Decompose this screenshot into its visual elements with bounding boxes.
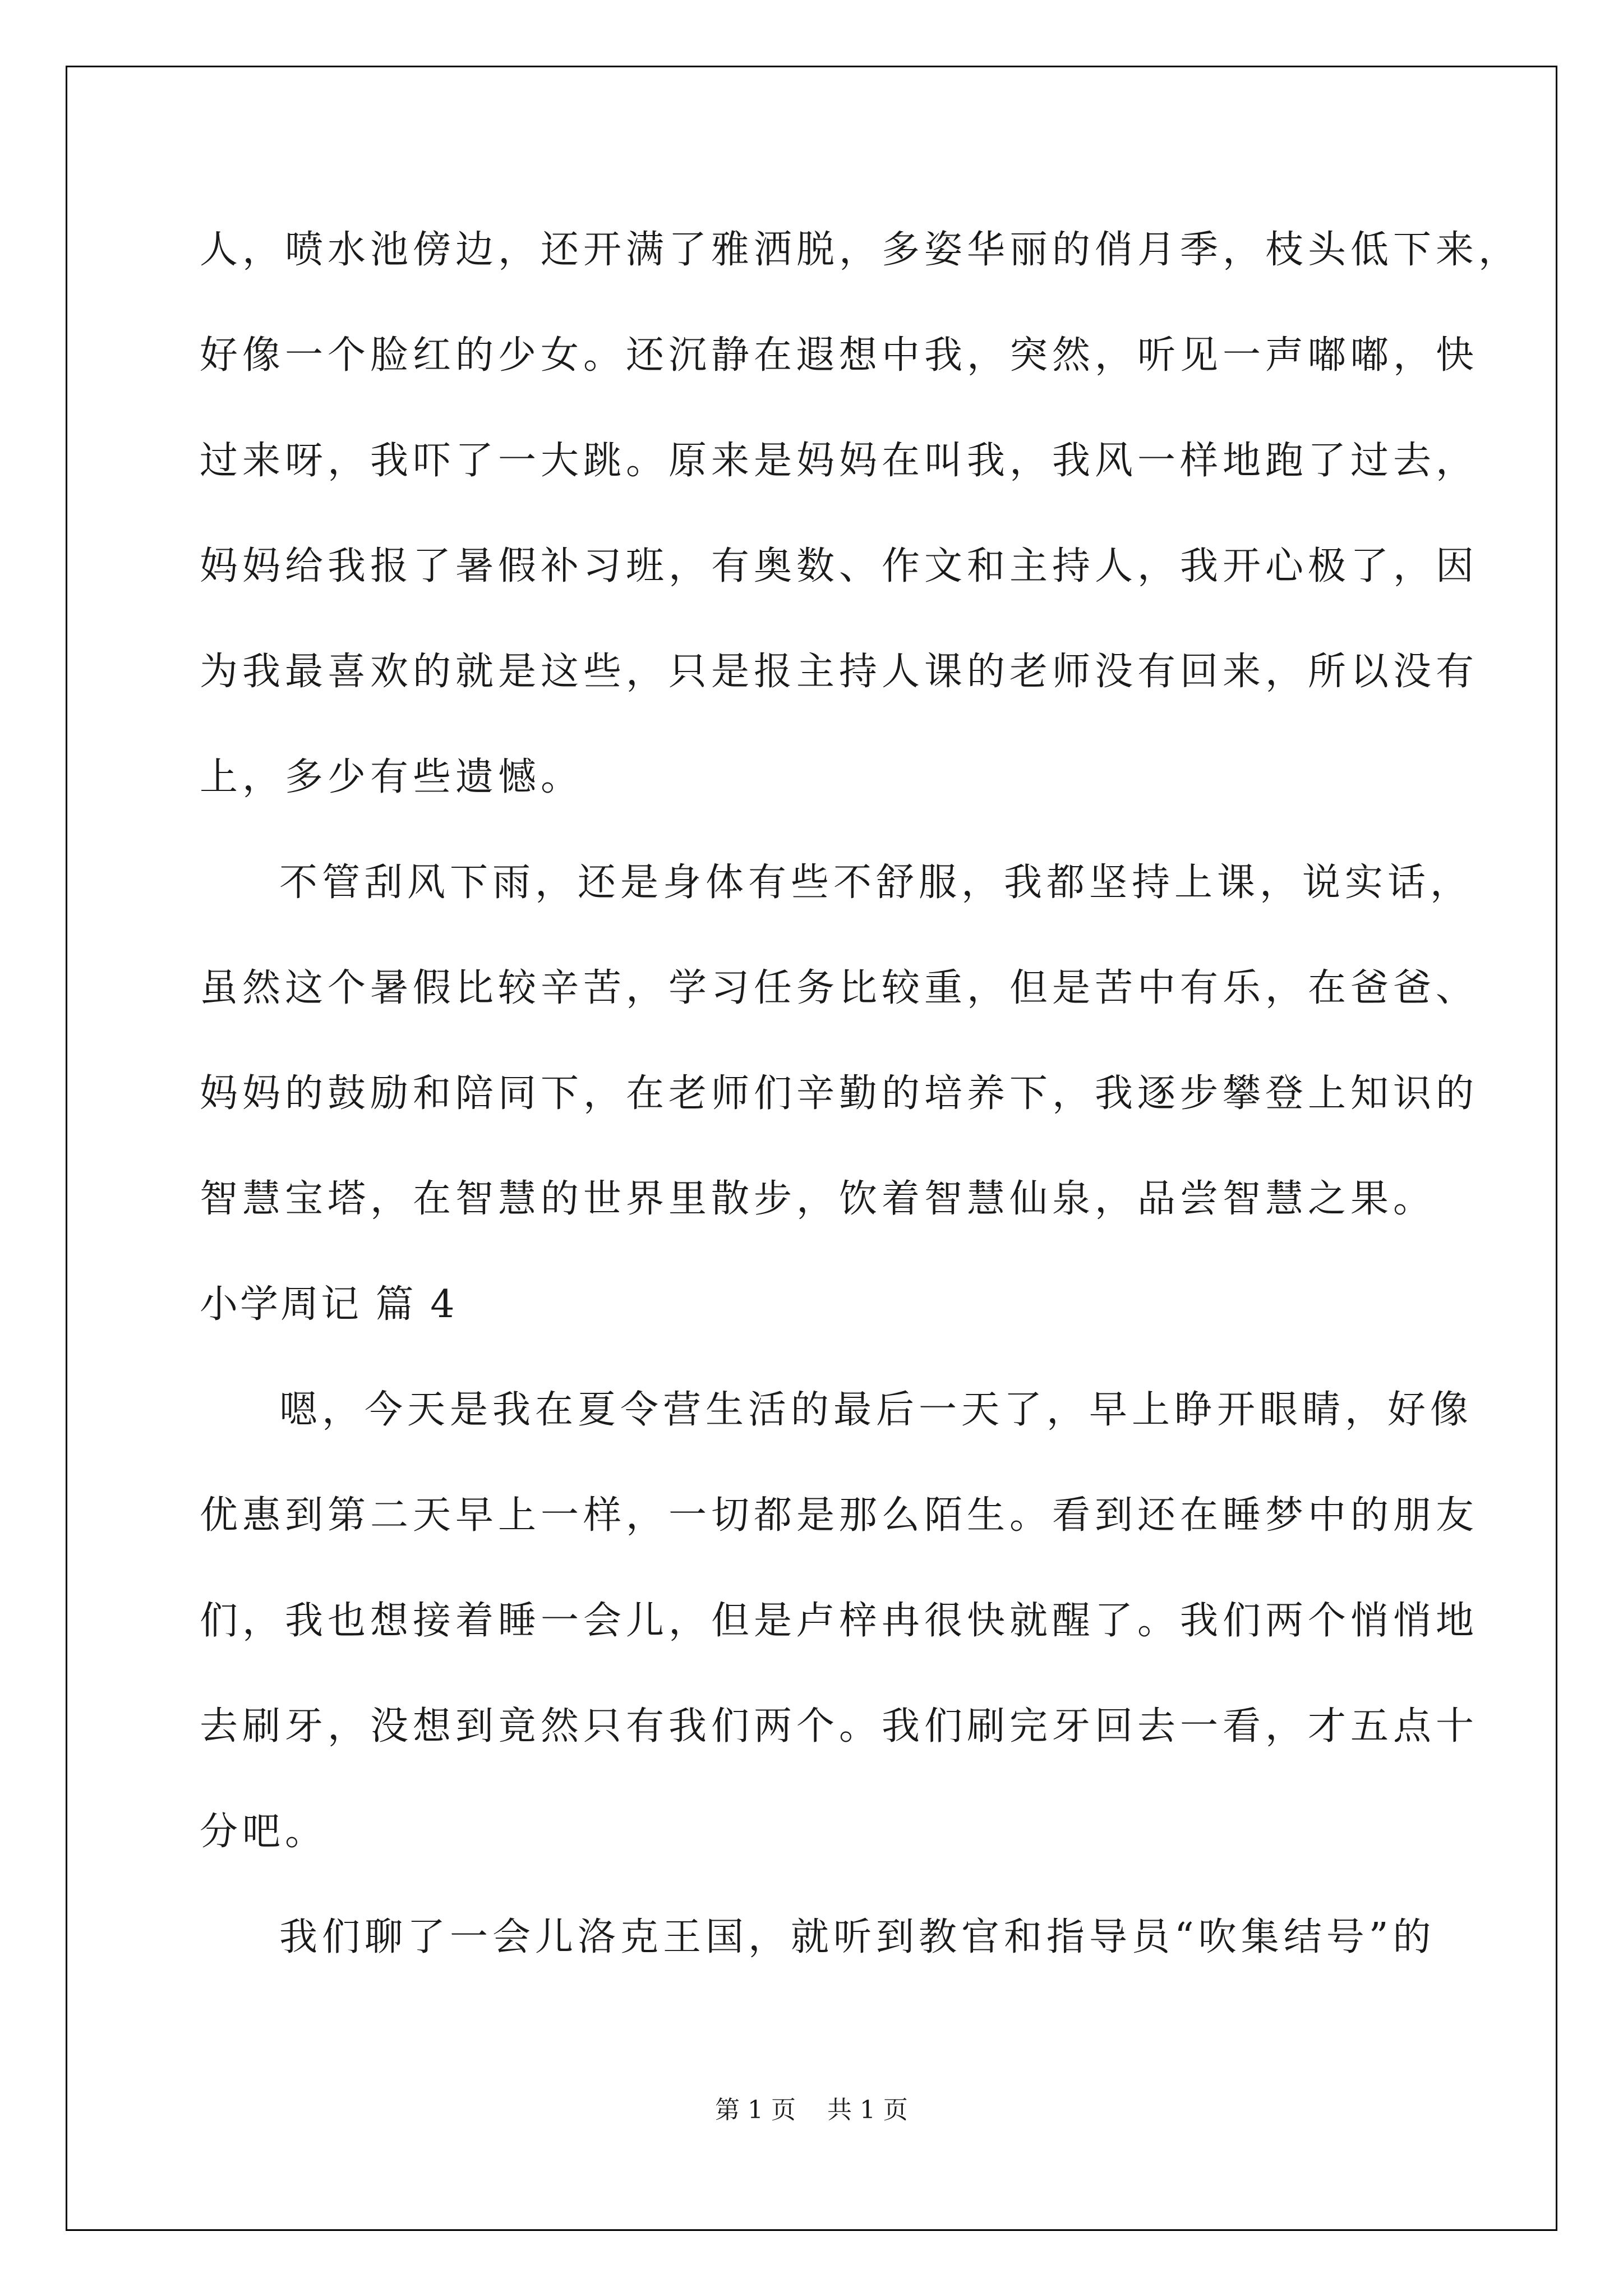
body-line: 我们聊了一会儿洛克王国，就听到教官和指导员“吹集结号”的	[279, 1915, 1436, 1959]
body-line: 妈妈的鼓励和陪同下，在老师们辛勤的培养下，我逐步攀登上知识的	[200, 1071, 1479, 1116]
body-line: 上，多少有些遗憾。	[200, 755, 584, 799]
section-heading: 小学周记 篇 4	[200, 1282, 457, 1327]
body-line: 分吧。	[200, 1810, 328, 1854]
body-line: 妈妈给我报了暑假补习班，有奥数、作文和主持人，我开心极了，因	[200, 544, 1479, 588]
body-line: 虽然这个暑假比较辛苦，学习任务比较重，但是苦中有乐，在爸爸、	[200, 966, 1479, 1010]
body-line: 去刷牙，没想到竟然只有我们两个。我们刷完牙回去一看，才五点十	[200, 1704, 1479, 1749]
page-border	[66, 66, 1557, 2231]
body-line: 不管刮风下雨，还是身体有些不舒服，我都坚持上课，说实话，	[279, 861, 1473, 905]
body-line: 优惠到第二天早上一样，一切都是那么陌生。看到还在睡梦中的朋友	[200, 1493, 1479, 1538]
body-line: 为我最喜欢的就是这些，只是报主持人课的老师没有回来，所以没有	[200, 650, 1479, 694]
body-line: 嗯，今天是我在夏令营生活的最后一天了，早上睁开眼睛，好像	[279, 1388, 1473, 1432]
body-line: 好像一个脸红的少女。还沉静在遐想中我，突然，听见一声嘟嘟，快	[200, 333, 1479, 378]
body-line: 过来呀，我吓了一大跳。原来是妈妈在叫我，我风一样地跑了过去，	[200, 439, 1479, 483]
body-line: 智慧宝塔，在智慧的世界里散步，饮着智慧仙泉，品尝智慧之果。	[200, 1177, 1436, 1221]
body-line: 人，喷水池傍边，还开满了雅洒脱，多姿华丽的俏月季，枝头低下来，	[200, 228, 1521, 272]
body-line: 们，我也想接着睡一会儿，但是卢梓冉很快就醒了。我们两个悄悄地	[200, 1599, 1479, 1643]
page-number-footer: 第 1 页 共 1 页	[715, 2096, 908, 2124]
